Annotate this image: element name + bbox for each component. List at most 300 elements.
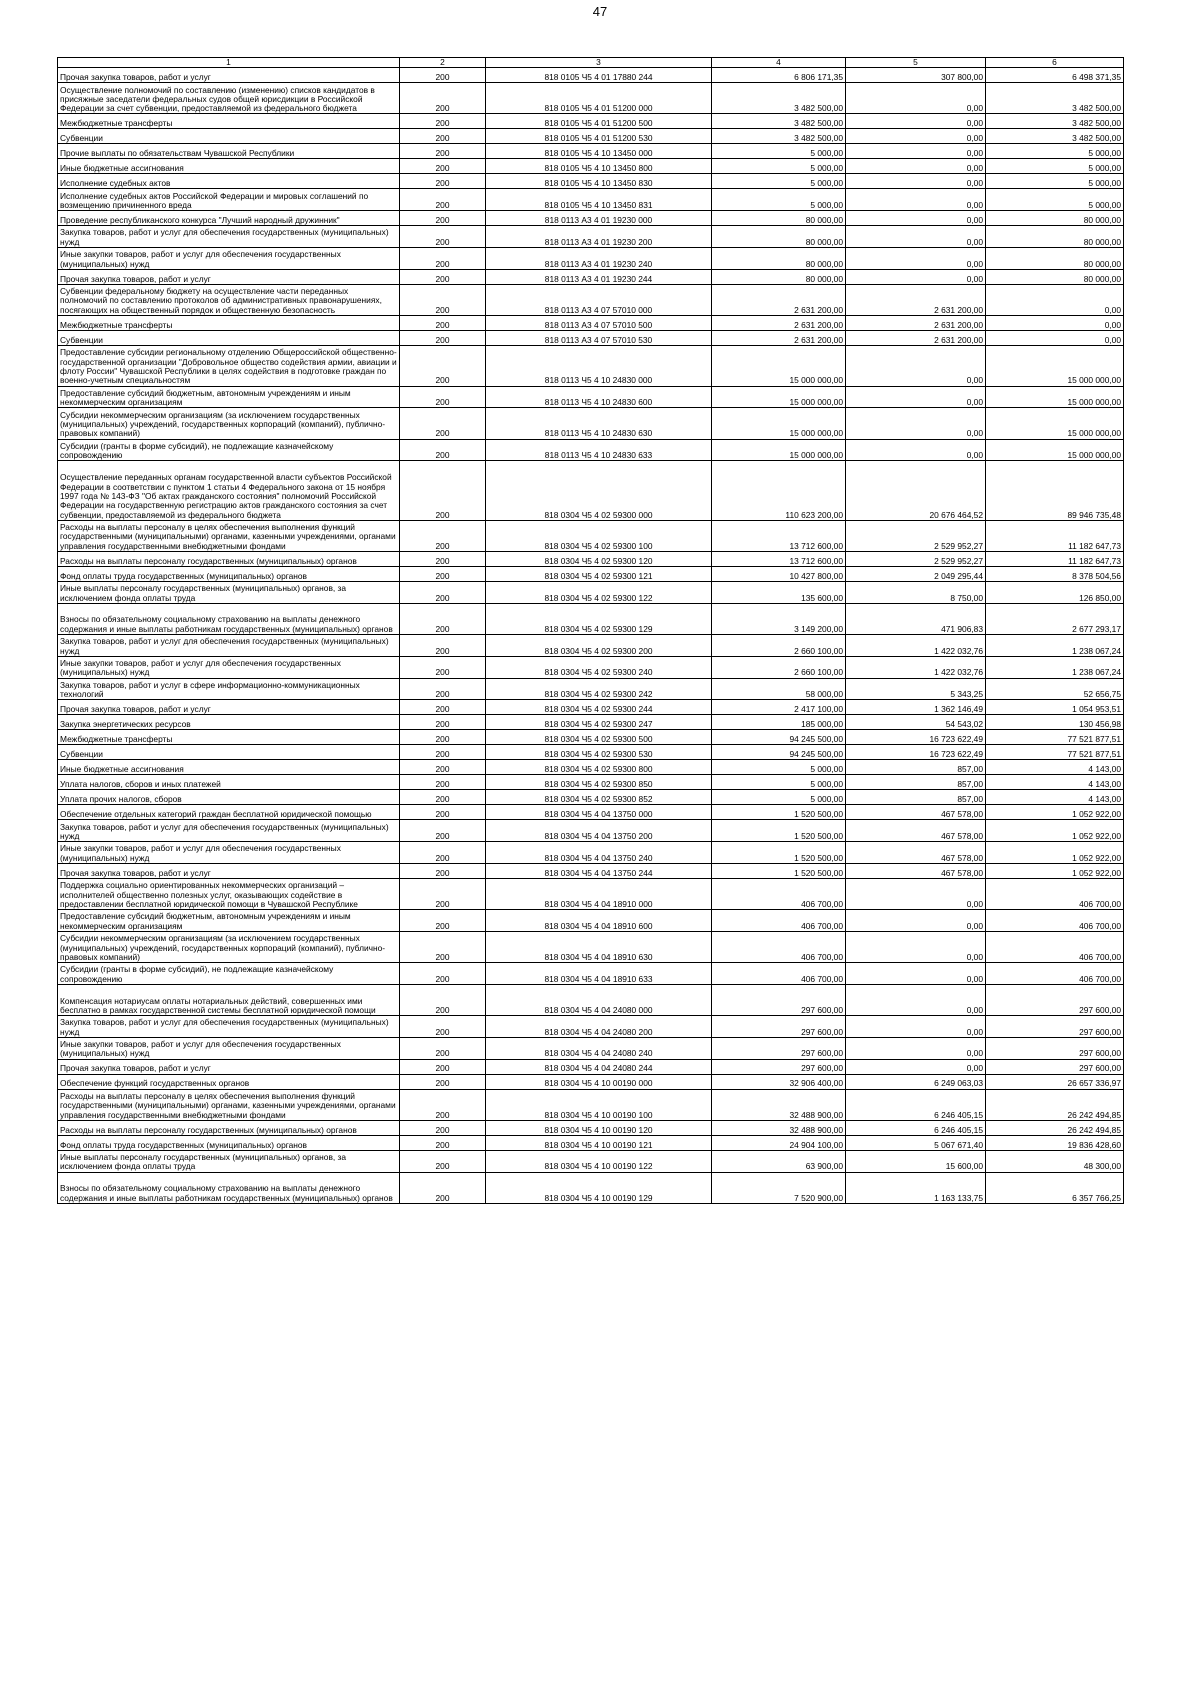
budget-classification-code-cell: 818 0304 Ч5 4 10 00190 121 bbox=[486, 1135, 712, 1150]
approved-appropriations-cell: 297 600,00 bbox=[712, 1016, 846, 1038]
executed-amount-cell: 2 631 200,00 bbox=[846, 284, 986, 315]
unexecuted-amount-cell: 0,00 bbox=[986, 331, 1124, 346]
expense-name-cell: Расходы на выплаты персоналу государственных (муниципальных) органов bbox=[58, 1120, 400, 1135]
budget-classification-code-cell: 818 0304 Ч5 4 04 18910 600 bbox=[486, 910, 712, 932]
approved-appropriations-cell: 2 631 200,00 bbox=[712, 331, 846, 346]
table-row bbox=[58, 678, 1124, 700]
line-code-cell: 200 bbox=[400, 284, 486, 315]
expense-name-cell: Предоставление субсидий бюджетным, автономным учреждениям и иным некоммерческим организациям bbox=[58, 910, 400, 932]
table-row bbox=[58, 635, 1124, 657]
expense-name-cell: Фонд оплаты труда государственных (муниципальных) органов bbox=[58, 1135, 400, 1150]
executed-amount-cell: 857,00 bbox=[846, 790, 986, 805]
approved-appropriations-cell: 5 000,00 bbox=[712, 159, 846, 174]
approved-appropriations-cell: 5 000,00 bbox=[712, 775, 846, 790]
line-code-cell: 200 bbox=[400, 842, 486, 864]
unexecuted-amount-cell: 0,00 bbox=[986, 316, 1124, 331]
line-code-cell: 200 bbox=[400, 386, 486, 408]
approved-appropriations-cell: 15 000 000,00 bbox=[712, 439, 846, 461]
line-code-cell: 200 bbox=[400, 603, 486, 634]
budget-classification-code-cell: 818 0304 Ч5 4 10 00190 120 bbox=[486, 1120, 712, 1135]
expense-name-cell: Прочая закупка товаров, работ и услуг bbox=[58, 700, 400, 715]
executed-amount-cell: 0,00 bbox=[846, 1037, 986, 1059]
approved-appropriations-cell: 5 000,00 bbox=[712, 144, 846, 159]
executed-amount-cell: 0,00 bbox=[846, 174, 986, 189]
unexecuted-amount-cell: 15 000 000,00 bbox=[986, 408, 1124, 439]
line-code-cell: 200 bbox=[400, 700, 486, 715]
expense-name-cell: Поддержка социально ориентированных некоммерческих организаций – исполнителей общественно полезных услуг, оказывающих содействие в предоставлении бесплатной юридической помощи в Чувашской Республике bbox=[58, 878, 400, 909]
budget-table bbox=[57, 57, 1124, 1204]
executed-amount-cell: 0,00 bbox=[846, 910, 986, 932]
executed-amount-cell: 6 249 063,03 bbox=[846, 1074, 986, 1089]
budget-classification-code-cell: 818 0304 Ч5 4 10 00190 122 bbox=[486, 1150, 712, 1172]
executed-amount-cell: 857,00 bbox=[846, 760, 986, 775]
executed-amount-cell: 467 578,00 bbox=[846, 805, 986, 820]
table-row bbox=[58, 248, 1124, 270]
executed-amount-cell: 0,00 bbox=[846, 878, 986, 909]
expense-name-cell: Закупка товаров, работ и услуг для обеспечения государственных (муниципальных) нужд bbox=[58, 635, 400, 657]
executed-amount-cell: 15 600,00 bbox=[846, 1150, 986, 1172]
budget-classification-code-cell: 818 0304 Ч5 4 04 13750 240 bbox=[486, 842, 712, 864]
expense-name-cell: Межбюджетные трансферты bbox=[58, 316, 400, 331]
expense-name-cell: Межбюджетные трансферты bbox=[58, 730, 400, 745]
approved-appropriations-cell: 15 000 000,00 bbox=[712, 408, 846, 439]
table-row bbox=[58, 963, 1124, 985]
budget-classification-code-cell: 818 0113 Ч5 4 10 24830 630 bbox=[486, 408, 712, 439]
unexecuted-amount-cell: 77 521 877,51 bbox=[986, 745, 1124, 760]
executed-amount-cell: 0,00 bbox=[846, 346, 986, 387]
table-row bbox=[58, 775, 1124, 790]
expense-name-cell: Взносы по обязательному социальному страхованию на выплаты денежного содержания и иные выплаты работникам государственных (муниципальных) органов bbox=[58, 1172, 400, 1203]
expense-name-cell: Субвенции bbox=[58, 745, 400, 760]
executed-amount-cell: 5 343,25 bbox=[846, 678, 986, 700]
executed-amount-cell: 16 723 622,49 bbox=[846, 745, 986, 760]
table-row bbox=[58, 331, 1124, 346]
expense-name-cell: Субвенции bbox=[58, 331, 400, 346]
budget-classification-code-cell: 818 0304 Ч5 4 04 13750 244 bbox=[486, 863, 712, 878]
unexecuted-amount-cell: 3 482 500,00 bbox=[986, 129, 1124, 144]
unexecuted-amount-cell: 52 656,75 bbox=[986, 678, 1124, 700]
table-row bbox=[58, 552, 1124, 567]
budget-classification-code-cell: 818 0304 Ч5 4 02 59300 800 bbox=[486, 760, 712, 775]
expense-name-cell: Осуществление переданных органам государственной власти субъектов Российской Федерации в соответствии с пунктом 1 статьи 4 Федерального закона от 15 ноября 1997 года № 143-ФЗ "Об актах гражданского состояния" полномочий Российской Федерации на государственную регистрацию актов гражданского состояния за счет субвенции, предоставляемой из федерального бюджета bbox=[58, 461, 400, 520]
executed-amount-cell: 0,00 bbox=[846, 144, 986, 159]
table-row bbox=[58, 863, 1124, 878]
expense-name-cell: Иные выплаты персоналу государственных (муниципальных) органов, за исключением фонда оплаты труда bbox=[58, 582, 400, 604]
expense-name-cell: Расходы на выплаты персоналу в целях обеспечения выполнения функций государственными (муниципальными) органами, казенными учреждениями, органами управления государственными внебюджетными фондами bbox=[58, 520, 400, 551]
approved-appropriations-cell: 1 520 500,00 bbox=[712, 863, 846, 878]
unexecuted-amount-cell: 2 677 293,17 bbox=[986, 603, 1124, 634]
budget-classification-code-cell: 818 0113 Ч5 4 10 24830 633 bbox=[486, 439, 712, 461]
page-number: 47 bbox=[592, 4, 608, 19]
expense-name-cell: Расходы на выплаты персоналу в целях обеспечения выполнения функций государственными (муниципальными) органами, казенными учреждениями, органами управления государственными внебюджетными фондами bbox=[58, 1089, 400, 1120]
budget-classification-code-cell: 818 0304 Ч5 4 04 13750 200 bbox=[486, 820, 712, 842]
approved-appropriations-cell: 297 600,00 bbox=[712, 984, 846, 1015]
table-row bbox=[58, 386, 1124, 408]
executed-amount-cell: 6 246 405,15 bbox=[846, 1120, 986, 1135]
line-code-cell: 200 bbox=[400, 1120, 486, 1135]
budget-classification-code-cell: 818 0304 Ч5 4 02 59300 244 bbox=[486, 700, 712, 715]
table-row bbox=[58, 1135, 1124, 1150]
table-row bbox=[58, 1059, 1124, 1074]
approved-appropriations-cell: 13 712 600,00 bbox=[712, 552, 846, 567]
executed-amount-cell: 0,00 bbox=[846, 269, 986, 284]
approved-appropriations-cell: 15 000 000,00 bbox=[712, 386, 846, 408]
executed-amount-cell: 307 800,00 bbox=[846, 68, 986, 83]
unexecuted-amount-cell: 1 052 922,00 bbox=[986, 863, 1124, 878]
table-row bbox=[58, 805, 1124, 820]
line-code-cell: 200 bbox=[400, 790, 486, 805]
line-code-cell: 200 bbox=[400, 730, 486, 745]
line-code-cell: 200 bbox=[400, 1037, 486, 1059]
unexecuted-amount-cell: 406 700,00 bbox=[986, 931, 1124, 962]
expense-name-cell: Расходы на выплаты персоналу государственных (муниципальных) органов bbox=[58, 552, 400, 567]
approved-appropriations-cell: 5 000,00 bbox=[712, 174, 846, 189]
approved-appropriations-cell: 2 660 100,00 bbox=[712, 635, 846, 657]
line-code-cell: 200 bbox=[400, 189, 486, 211]
budget-classification-code-cell: 818 0113 А3 4 01 19230 240 bbox=[486, 248, 712, 270]
expense-name-cell: Компенсация нотариусам оплаты нотариальных действий, совершенных ими бесплатно в рамках государственной системы бесплатной юридической помощи bbox=[58, 984, 400, 1015]
budget-classification-code-cell: 818 0304 Ч5 4 02 59300 129 bbox=[486, 603, 712, 634]
budget-classification-code-cell: 818 0113 А3 4 07 57010 000 bbox=[486, 284, 712, 315]
column-number-header: 6 bbox=[986, 58, 1124, 68]
unexecuted-amount-cell: 5 000,00 bbox=[986, 159, 1124, 174]
line-code-cell: 200 bbox=[400, 129, 486, 144]
unexecuted-amount-cell: 4 143,00 bbox=[986, 775, 1124, 790]
approved-appropriations-cell: 32 906 400,00 bbox=[712, 1074, 846, 1089]
expense-name-cell: Прочая закупка товаров, работ и услуг bbox=[58, 863, 400, 878]
line-code-cell: 200 bbox=[400, 439, 486, 461]
table-row bbox=[58, 1089, 1124, 1120]
expense-name-cell: Субвенции федеральному бюджету на осуществление части переданных полномочий по составлению протоколов об административных правонарушениях, посягающих на общественный порядок и общественную безопасность bbox=[58, 284, 400, 315]
line-code-cell: 200 bbox=[400, 159, 486, 174]
approved-appropriations-cell: 10 427 800,00 bbox=[712, 567, 846, 582]
table-row bbox=[58, 1074, 1124, 1089]
executed-amount-cell: 0,00 bbox=[846, 439, 986, 461]
approved-appropriations-cell: 3 149 200,00 bbox=[712, 603, 846, 634]
table-row bbox=[58, 745, 1124, 760]
line-code-cell: 200 bbox=[400, 567, 486, 582]
budget-classification-code-cell: 818 0304 Ч5 4 04 13750 000 bbox=[486, 805, 712, 820]
executed-amount-cell: 1 422 032,76 bbox=[846, 635, 986, 657]
line-code-cell: 200 bbox=[400, 226, 486, 248]
executed-amount-cell: 5 067 671,40 bbox=[846, 1135, 986, 1150]
executed-amount-cell: 467 578,00 bbox=[846, 863, 986, 878]
table-row bbox=[58, 603, 1124, 634]
unexecuted-amount-cell: 126 850,00 bbox=[986, 582, 1124, 604]
budget-classification-code-cell: 818 0113 А3 4 07 57010 530 bbox=[486, 331, 712, 346]
approved-appropriations-cell: 1 520 500,00 bbox=[712, 805, 846, 820]
approved-appropriations-cell: 32 488 900,00 bbox=[712, 1089, 846, 1120]
expense-name-cell: Осуществление полномочий по составлению (изменению) списков кандидатов в присяжные заседатели федеральных судов общей юрисдикции в Российской Федерации за счет субвенции, предоставляемой из федерального бюджета bbox=[58, 83, 400, 114]
budget-classification-code-cell: 818 0304 Ч5 4 04 24080 200 bbox=[486, 1016, 712, 1038]
expense-name-cell: Прочая закупка товаров, работ и услуг bbox=[58, 1059, 400, 1074]
table-row bbox=[58, 1172, 1124, 1203]
unexecuted-amount-cell: 406 700,00 bbox=[986, 878, 1124, 909]
budget-classification-code-cell: 818 0304 Ч5 4 02 59300 122 bbox=[486, 582, 712, 604]
expense-name-cell: Закупка товаров, работ и услуг для обеспечения государственных (муниципальных) нужд bbox=[58, 820, 400, 842]
line-code-cell: 200 bbox=[400, 656, 486, 678]
budget-classification-code-cell: 818 0304 Ч5 4 04 18910 630 bbox=[486, 931, 712, 962]
approved-appropriations-cell: 24 904 100,00 bbox=[712, 1135, 846, 1150]
budget-classification-code-cell: 818 0105 Ч5 4 01 51200 500 bbox=[486, 114, 712, 129]
table-row bbox=[58, 1120, 1124, 1135]
table-row bbox=[58, 269, 1124, 284]
line-code-cell: 200 bbox=[400, 984, 486, 1015]
line-code-cell: 200 bbox=[400, 114, 486, 129]
unexecuted-amount-cell: 15 000 000,00 bbox=[986, 439, 1124, 461]
budget-classification-code-cell: 818 0304 Ч5 4 02 59300 242 bbox=[486, 678, 712, 700]
unexecuted-amount-cell: 77 521 877,51 bbox=[986, 730, 1124, 745]
approved-appropriations-cell: 3 482 500,00 bbox=[712, 83, 846, 114]
table-row bbox=[58, 144, 1124, 159]
expense-name-cell: Закупка энергетических ресурсов bbox=[58, 715, 400, 730]
table-row bbox=[58, 211, 1124, 226]
executed-amount-cell: 467 578,00 bbox=[846, 820, 986, 842]
approved-appropriations-cell: 406 700,00 bbox=[712, 931, 846, 962]
table-row bbox=[58, 159, 1124, 174]
budget-classification-code-cell: 818 0304 Ч5 4 02 59300 120 bbox=[486, 552, 712, 567]
unexecuted-amount-cell: 3 482 500,00 bbox=[986, 83, 1124, 114]
approved-appropriations-cell: 7 520 900,00 bbox=[712, 1172, 846, 1203]
budget-classification-code-cell: 818 0113 Ч5 4 10 24830 600 bbox=[486, 386, 712, 408]
unexecuted-amount-cell: 297 600,00 bbox=[986, 1037, 1124, 1059]
budget-classification-code-cell: 818 0304 Ч5 4 02 59300 121 bbox=[486, 567, 712, 582]
executed-amount-cell: 2 631 200,00 bbox=[846, 331, 986, 346]
table-row bbox=[58, 820, 1124, 842]
unexecuted-amount-cell: 80 000,00 bbox=[986, 211, 1124, 226]
table-row bbox=[58, 346, 1124, 387]
approved-appropriations-cell: 6 806 171,35 bbox=[712, 68, 846, 83]
approved-appropriations-cell: 406 700,00 bbox=[712, 910, 846, 932]
line-code-cell: 200 bbox=[400, 316, 486, 331]
approved-appropriations-cell: 94 245 500,00 bbox=[712, 745, 846, 760]
approved-appropriations-cell: 1 520 500,00 bbox=[712, 842, 846, 864]
budget-classification-code-cell: 818 0105 Ч5 4 10 13450 000 bbox=[486, 144, 712, 159]
budget-classification-code-cell: 818 0105 Ч5 4 10 13450 830 bbox=[486, 174, 712, 189]
budget-classification-code-cell: 818 0113 А3 4 01 19230 000 bbox=[486, 211, 712, 226]
budget-classification-code-cell: 818 0113 А3 4 01 19230 244 bbox=[486, 269, 712, 284]
executed-amount-cell: 0,00 bbox=[846, 211, 986, 226]
table-row bbox=[58, 790, 1124, 805]
line-code-cell: 200 bbox=[400, 715, 486, 730]
column-number-header: 2 bbox=[400, 58, 486, 68]
approved-appropriations-cell: 406 700,00 bbox=[712, 878, 846, 909]
expense-name-cell: Прочая закупка товаров, работ и услуг bbox=[58, 68, 400, 83]
table-row bbox=[58, 878, 1124, 909]
executed-amount-cell: 0,00 bbox=[846, 114, 986, 129]
line-code-cell: 200 bbox=[400, 775, 486, 790]
executed-amount-cell: 857,00 bbox=[846, 775, 986, 790]
unexecuted-amount-cell: 3 482 500,00 bbox=[986, 114, 1124, 129]
line-code-cell: 200 bbox=[400, 678, 486, 700]
line-code-cell: 200 bbox=[400, 1135, 486, 1150]
line-code-cell: 200 bbox=[400, 1074, 486, 1089]
column-number-header: 1 bbox=[58, 58, 400, 68]
executed-amount-cell: 0,00 bbox=[846, 189, 986, 211]
unexecuted-amount-cell: 80 000,00 bbox=[986, 226, 1124, 248]
executed-amount-cell: 0,00 bbox=[846, 408, 986, 439]
expense-name-cell: Предоставление субсидии региональному отделению Общероссийской общественно-государственной организации "Добровольное общество содействия армии, авиации и флоту России" Чувашской Республики в целях содействия в подготовке граждан по военно-учетным специальностям bbox=[58, 346, 400, 387]
table-row bbox=[58, 984, 1124, 1015]
unexecuted-amount-cell: 26 657 336,97 bbox=[986, 1074, 1124, 1089]
budget-classification-code-cell: 818 0304 Ч5 4 02 59300 100 bbox=[486, 520, 712, 551]
line-code-cell: 200 bbox=[400, 248, 486, 270]
line-code-cell: 200 bbox=[400, 144, 486, 159]
unexecuted-amount-cell: 1 052 922,00 bbox=[986, 820, 1124, 842]
unexecuted-amount-cell: 8 378 504,56 bbox=[986, 567, 1124, 582]
unexecuted-amount-cell: 130 456,98 bbox=[986, 715, 1124, 730]
budget-classification-code-cell: 818 0304 Ч5 4 02 59300 240 bbox=[486, 656, 712, 678]
executed-amount-cell: 0,00 bbox=[846, 248, 986, 270]
table-row bbox=[58, 730, 1124, 745]
table-row bbox=[58, 567, 1124, 582]
approved-appropriations-cell: 110 623 200,00 bbox=[712, 461, 846, 520]
line-code-cell: 200 bbox=[400, 635, 486, 657]
budget-classification-code-cell: 818 0113 А3 4 07 57010 500 bbox=[486, 316, 712, 331]
executed-amount-cell: 0,00 bbox=[846, 129, 986, 144]
executed-amount-cell: 0,00 bbox=[846, 226, 986, 248]
approved-appropriations-cell: 2 631 200,00 bbox=[712, 284, 846, 315]
budget-classification-code-cell: 818 0304 Ч5 4 02 59300 530 bbox=[486, 745, 712, 760]
executed-amount-cell: 2 049 295,44 bbox=[846, 567, 986, 582]
executed-amount-cell: 0,00 bbox=[846, 963, 986, 985]
unexecuted-amount-cell: 26 242 494,85 bbox=[986, 1120, 1124, 1135]
table-row bbox=[58, 715, 1124, 730]
unexecuted-amount-cell: 5 000,00 bbox=[986, 174, 1124, 189]
line-code-cell: 200 bbox=[400, 461, 486, 520]
line-code-cell: 200 bbox=[400, 1150, 486, 1172]
expense-name-cell: Обеспечение функций государственных органов bbox=[58, 1074, 400, 1089]
budget-classification-code-cell: 818 0105 Ч5 4 01 51200 000 bbox=[486, 83, 712, 114]
unexecuted-amount-cell: 1 054 953,51 bbox=[986, 700, 1124, 715]
approved-appropriations-cell: 80 000,00 bbox=[712, 269, 846, 284]
expense-name-cell: Субсидии некоммерческим организациям (за исключением государственных (муниципальных) учреждений, государственных корпораций (компаний), публично-правовых компаний) bbox=[58, 408, 400, 439]
expense-name-cell: Иные бюджетные ассигнования bbox=[58, 159, 400, 174]
line-code-cell: 200 bbox=[400, 878, 486, 909]
line-code-cell: 200 bbox=[400, 552, 486, 567]
unexecuted-amount-cell: 15 000 000,00 bbox=[986, 386, 1124, 408]
executed-amount-cell: 0,00 bbox=[846, 159, 986, 174]
approved-appropriations-cell: 80 000,00 bbox=[712, 248, 846, 270]
executed-amount-cell: 2 631 200,00 bbox=[846, 316, 986, 331]
budget-classification-code-cell: 818 0304 Ч5 4 04 24080 000 bbox=[486, 984, 712, 1015]
budget-classification-code-cell: 818 0105 Ч5 4 10 13450 800 bbox=[486, 159, 712, 174]
unexecuted-amount-cell: 297 600,00 bbox=[986, 1059, 1124, 1074]
expense-name-cell: Обеспечение отдельных категорий граждан бесплатной юридической помощью bbox=[58, 805, 400, 820]
unexecuted-amount-cell: 406 700,00 bbox=[986, 963, 1124, 985]
line-code-cell: 200 bbox=[400, 520, 486, 551]
budget-classification-code-cell: 818 0113 Ч5 4 10 24830 000 bbox=[486, 346, 712, 387]
table-row bbox=[58, 129, 1124, 144]
expense-name-cell: Субсидии некоммерческим организациям (за исключением государственных (муниципальных) учреждений, государственных корпораций (компаний), публично-правовых компаний) bbox=[58, 931, 400, 962]
line-code-cell: 200 bbox=[400, 910, 486, 932]
table-row bbox=[58, 174, 1124, 189]
table-row bbox=[58, 931, 1124, 962]
approved-appropriations-cell: 5 000,00 bbox=[712, 760, 846, 775]
budget-classification-code-cell: 818 0113 А3 4 01 19230 200 bbox=[486, 226, 712, 248]
table-row bbox=[58, 68, 1124, 83]
column-number-header: 3 bbox=[486, 58, 712, 68]
line-code-cell: 200 bbox=[400, 1089, 486, 1120]
executed-amount-cell: 1 362 146,49 bbox=[846, 700, 986, 715]
expense-name-cell: Иные закупки товаров, работ и услуг для обеспечения государственных (муниципальных) нужд bbox=[58, 248, 400, 270]
budget-classification-code-cell: 818 0304 Ч5 4 04 18910 633 bbox=[486, 963, 712, 985]
approved-appropriations-cell: 1 520 500,00 bbox=[712, 820, 846, 842]
budget-classification-code-cell: 818 0304 Ч5 4 10 00190 100 bbox=[486, 1089, 712, 1120]
expense-name-cell: Прочая закупка товаров, работ и услуг bbox=[58, 269, 400, 284]
executed-amount-cell: 20 676 464,52 bbox=[846, 461, 986, 520]
unexecuted-amount-cell: 26 242 494,85 bbox=[986, 1089, 1124, 1120]
table-row bbox=[58, 316, 1124, 331]
budget-classification-code-cell: 818 0304 Ч5 4 02 59300 247 bbox=[486, 715, 712, 730]
table-row bbox=[58, 582, 1124, 604]
unexecuted-amount-cell: 1 238 067,24 bbox=[986, 635, 1124, 657]
expense-name-cell: Уплата налогов, сборов и иных платежей bbox=[58, 775, 400, 790]
executed-amount-cell: 0,00 bbox=[846, 931, 986, 962]
table-row bbox=[58, 520, 1124, 551]
expense-name-cell: Субсидии (гранты в форме субсидий), не подлежащие казначейскому сопровождению bbox=[58, 439, 400, 461]
line-code-cell: 200 bbox=[400, 805, 486, 820]
unexecuted-amount-cell: 5 000,00 bbox=[986, 189, 1124, 211]
table-row bbox=[58, 189, 1124, 211]
table-row bbox=[58, 461, 1124, 520]
budget-classification-code-cell: 818 0304 Ч5 4 02 59300 850 bbox=[486, 775, 712, 790]
line-code-cell: 200 bbox=[400, 408, 486, 439]
budget-classification-code-cell: 818 0304 Ч5 4 10 00190 129 bbox=[486, 1172, 712, 1203]
expense-name-cell: Закупка товаров, работ и услуг для обеспечения государственных (муниципальных) нужд bbox=[58, 1016, 400, 1038]
budget-classification-code-cell: 818 0105 Ч5 4 10 13450 831 bbox=[486, 189, 712, 211]
approved-appropriations-cell: 2 417 100,00 bbox=[712, 700, 846, 715]
executed-amount-cell: 0,00 bbox=[846, 1059, 986, 1074]
line-code-cell: 200 bbox=[400, 863, 486, 878]
line-code-cell: 200 bbox=[400, 1016, 486, 1038]
approved-appropriations-cell: 5 000,00 bbox=[712, 189, 846, 211]
approved-appropriations-cell: 80 000,00 bbox=[712, 226, 846, 248]
line-code-cell: 200 bbox=[400, 211, 486, 226]
expense-name-cell: Иные выплаты персоналу государственных (муниципальных) органов, за исключением фонда оплаты труда bbox=[58, 1150, 400, 1172]
line-code-cell: 200 bbox=[400, 174, 486, 189]
unexecuted-amount-cell: 4 143,00 bbox=[986, 790, 1124, 805]
unexecuted-amount-cell: 297 600,00 bbox=[986, 1016, 1124, 1038]
expense-name-cell: Иные закупки товаров, работ и услуг для обеспечения государственных (муниципальных) нужд bbox=[58, 1037, 400, 1059]
executed-amount-cell: 16 723 622,49 bbox=[846, 730, 986, 745]
unexecuted-amount-cell: 80 000,00 bbox=[986, 269, 1124, 284]
executed-amount-cell: 0,00 bbox=[846, 984, 986, 1015]
budget-classification-code-cell: 818 0304 Ч5 4 02 59300 852 bbox=[486, 790, 712, 805]
table-row bbox=[58, 910, 1124, 932]
executed-amount-cell: 1 422 032,76 bbox=[846, 656, 986, 678]
approved-appropriations-cell: 5 000,00 bbox=[712, 790, 846, 805]
executed-amount-cell: 54 543,02 bbox=[846, 715, 986, 730]
approved-appropriations-cell: 2 660 100,00 bbox=[712, 656, 846, 678]
column-number-header: 4 bbox=[712, 58, 846, 68]
unexecuted-amount-cell: 89 946 735,48 bbox=[986, 461, 1124, 520]
line-code-cell: 200 bbox=[400, 269, 486, 284]
table-row bbox=[58, 1037, 1124, 1059]
executed-amount-cell: 1 163 133,75 bbox=[846, 1172, 986, 1203]
unexecuted-amount-cell: 1 238 067,24 bbox=[986, 656, 1124, 678]
line-code-cell: 200 bbox=[400, 963, 486, 985]
executed-amount-cell: 467 578,00 bbox=[846, 842, 986, 864]
budget-classification-code-cell: 818 0304 Ч5 4 02 59300 500 bbox=[486, 730, 712, 745]
unexecuted-amount-cell: 6 498 371,35 bbox=[986, 68, 1124, 83]
expense-name-cell: Иные закупки товаров, работ и услуг для обеспечения государственных (муниципальных) нужд bbox=[58, 656, 400, 678]
approved-appropriations-cell: 80 000,00 bbox=[712, 211, 846, 226]
expense-name-cell: Закупка товаров, работ и услуг для обеспечения государственных (муниципальных) нужд bbox=[58, 226, 400, 248]
line-code-cell: 200 bbox=[400, 760, 486, 775]
unexecuted-amount-cell: 11 182 647,73 bbox=[986, 552, 1124, 567]
budget-classification-code-cell: 818 0304 Ч5 4 02 59300 000 bbox=[486, 461, 712, 520]
